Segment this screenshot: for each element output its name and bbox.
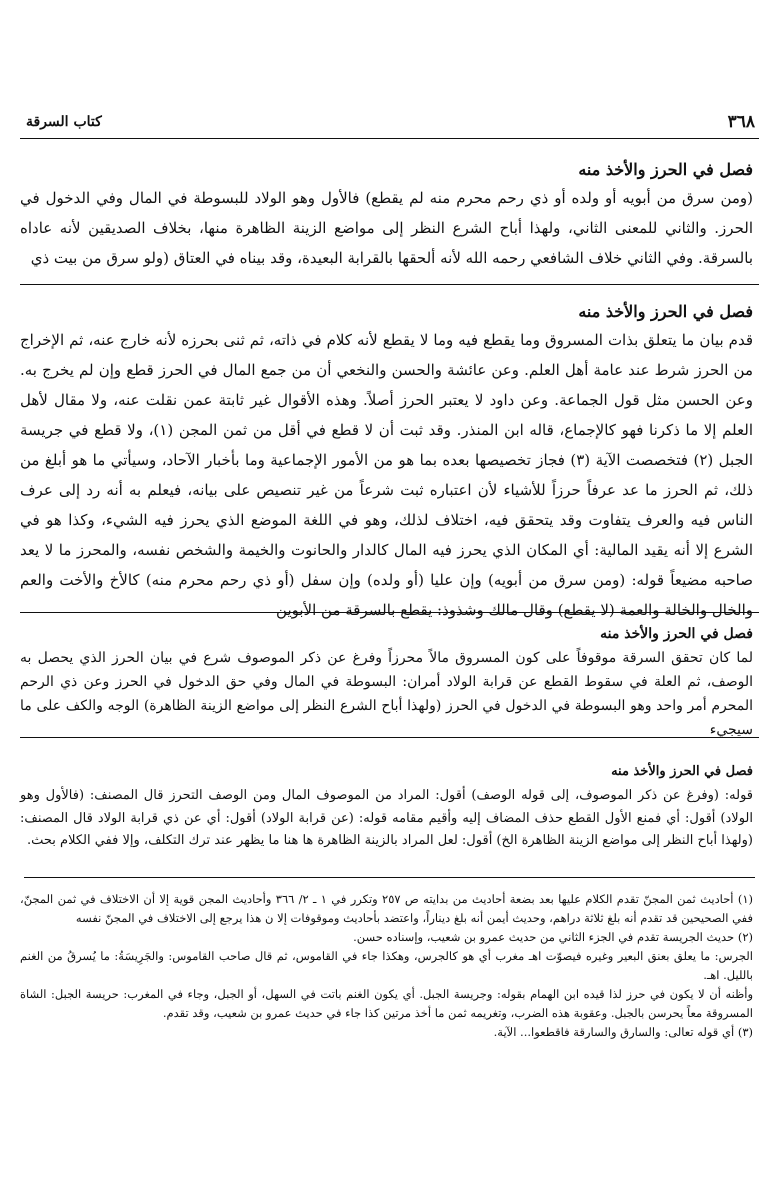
- section-divider-1: [20, 284, 759, 285]
- footnote-3: (٣) أي قوله تعالى: والسارق والسارقة فاقطعوا... الآية.: [493, 1025, 753, 1039]
- section-4-title: فصل في الحرز والأخذ منه: [611, 764, 753, 779]
- section-2: [20, 302, 753, 625]
- section-divider-2: [20, 612, 759, 613]
- section-4: [20, 764, 753, 853]
- footnote-2: (٢) حديث الجريسة تقدم في الجزء الثاني من حديث عمرو بن شعيب، وإسناده حسن.: [353, 930, 753, 944]
- section-2-title: فصل في الحرز والأخذ منه: [578, 302, 753, 321]
- section-divider-3: [20, 737, 759, 738]
- page-header: [20, 110, 759, 136]
- page-number: ٣٦٨: [727, 112, 755, 132]
- section-1: [20, 160, 753, 273]
- footnote-rule: [24, 877, 755, 878]
- header-rule: [20, 138, 759, 139]
- section-1-title: فصل في الحرز والأخذ منه: [578, 160, 753, 179]
- footnote-1: (١) أحاديث ثمن المجنّ تقدم الكلام عليها بعد بضعة أحاديث من بدايته ص ٢٥٧ وتكرر في ١ ـ ٢/ ٣٦٦ وأحاديث المجن قوية إلا أن الاختلاف في ثمن المجنّ، ففي الصحيحين قد تقدم أنه بلغ ثلاثة دراهم، وحديث أيمن أنه بلغ ديناراً، واعتضد بأحاديث وموقوفات إلا ن هذا يرجع إلى الاختلاف في المجنّ نفسه: [20, 892, 754, 925]
- section-3-text: لما كان تحقق السرقة موقوفاً على كون المسروق مالاً محرزاً وفرغ عن ذكر الموصوف شرع في بيان الحرز الذي يحصل به الوصف، ثم العلة في سقوط القطع عن قرابة الولاد أمران: البسوطة في المال وفي حق الدخول في الحرز وعن ذي الرحم المحرم أمر واحد وهو البسوطة في الدخول في الحرز (ولهذا أباح الشرع النظر إلى مواضع الزينة الظاهرة) الوجه والكف على ما سيجيء: [20, 650, 753, 738]
- section-3-title: فصل في الحرز والأخذ منه: [600, 626, 753, 642]
- footnote-2-note: وأظنه أن لا يكون في حرز لذا قيده ابن الهمام بقوله: وجريسة الجبل. أي يكون الغنم باتت في السهل، أو الجبل، وجاء في المغرب: حريسة الجبل: الشاة المسروقة معاً يحرسن بالجبل. وعقوبة هذه الضرب، وتغريمه ثمن ما أخذ مرتين كذا جاء في حديث عمرو بن شعيب، وقد تقدم.: [20, 987, 753, 1020]
- running-head: كتاب السرقة: [26, 114, 102, 130]
- section-3: [20, 626, 753, 742]
- section-2-text: قدم بيان ما يتعلق بذات المسروق وما يقطع فيه وما لا يقطع لأنه كلام في ذاته، ثم ثنى بحرزه لأنه خارج عنه، ثم الإخراج من الحرز شرط عند عامة أهل العلم. وعن عائشة والحسن والنخعي أن من جمع المال في الحرز قطع وإن لم يخرج به. وعن الحسن مثل قول الجماعة. وعن داود لا يعتبر الحرز أصلاً. وهذه الأقوال غير ثابتة عمن نقلت عنه، ولا مقال لأهل العلم إلا ما ذكرنا فهو كالإجماع، قاله ابن المنذر. وقد ثبت أن لا قطع في أقل من ثمن المجن (١)، ولا قطع في جريسة الجبل (٢) فتخصصت الآية (٣) فجاز تخصيصها بعده بما هو من الأمور الإجماعية وما بأخبار الآحاد، وسيأتي ما هو أبلغ من ذلك، ثم الحرز ما عد عرفاً حرزاً للأشياء لأن اعتباره ثبت شرعاً من غير تنصيص على بيانه، فيعلم به أنه رد إلى عرف الناس فيه والعرف يتفاوت وقد يتحقق فيه، اختلاف لذلك، وهو في اللغة الموضع الذي يحرز فيه الشيء، وكذا هو في الشرع إلا أنه يقيد المالية: أي المكان الذي يحرز فيه المال كالدار والحانوت والخيمة والشخص نفسه، والمحرز ما لا يعد صاحبه مضيعاً قوله: (ومن سرق من أبويه) وإن عليا (أو ولده) وإن سفل (أو ذي رحم محرم منه) كالأخ والأخت والعم والخال والخالة والعمة (لا يقطع) وقال مالك وشذوذ: يقطع بالسرقة من الأبوين: [20, 331, 753, 619]
- footnote-2-gloss: الجرس: ما يعلق بعنق البعير وغيره فيصوّت اهـ مغرب أي هو كالجرس، وهكذا جاء في القاموس، ثم قال صاحب القاموس: والجَرِيسَةُ: ما يُسرقُ من الغنم بالليل. اهـ.: [20, 949, 753, 982]
- section-4-text: قوله: (وفرغ عن ذكر الموصوف، إلى قوله الوصف) أقول: المراد من الموصوف المال ومن الوصف التحرز قال المصنف: (فالأول وهو الولاد) أقول: أي فمنع الأول القطع حذف المضاف إليه وأقيم مقامه قوله: (عن قرابة الولاد) أقول: أي عن ذي قرابة الولاد قال المصنف: (ولهذا أباح النظر إلى مواضع الزينة الظاهرة الخ) أقول: لعل المراد بالزينة الظاهرة ها هنا ما يظهر عند ترك التكلف، وإلا ففي الكلام بحث.: [20, 788, 753, 848]
- section-1-text: (ومن سرق من أبويه أو ولده أو ذي رحم محرم منه لم يقطع) فالأول وهو الولاد للبسوطة في المال وفي الدخول في الحرز. والثاني للمعنى الثاني، ولهذا أباح الشرع النظر إلى مواضع الزينة الظاهرة منها، بخلاف الصديقين لأنه عاداه بالسرقة. وفي الثاني خلاف الشافعي رحمه الله لأنه ألحقها بالقرابة البعيدة، وقد بيناه في العتاق (ولو سرق من بيت ذي: [20, 189, 753, 267]
- footnotes: [20, 890, 753, 1042]
